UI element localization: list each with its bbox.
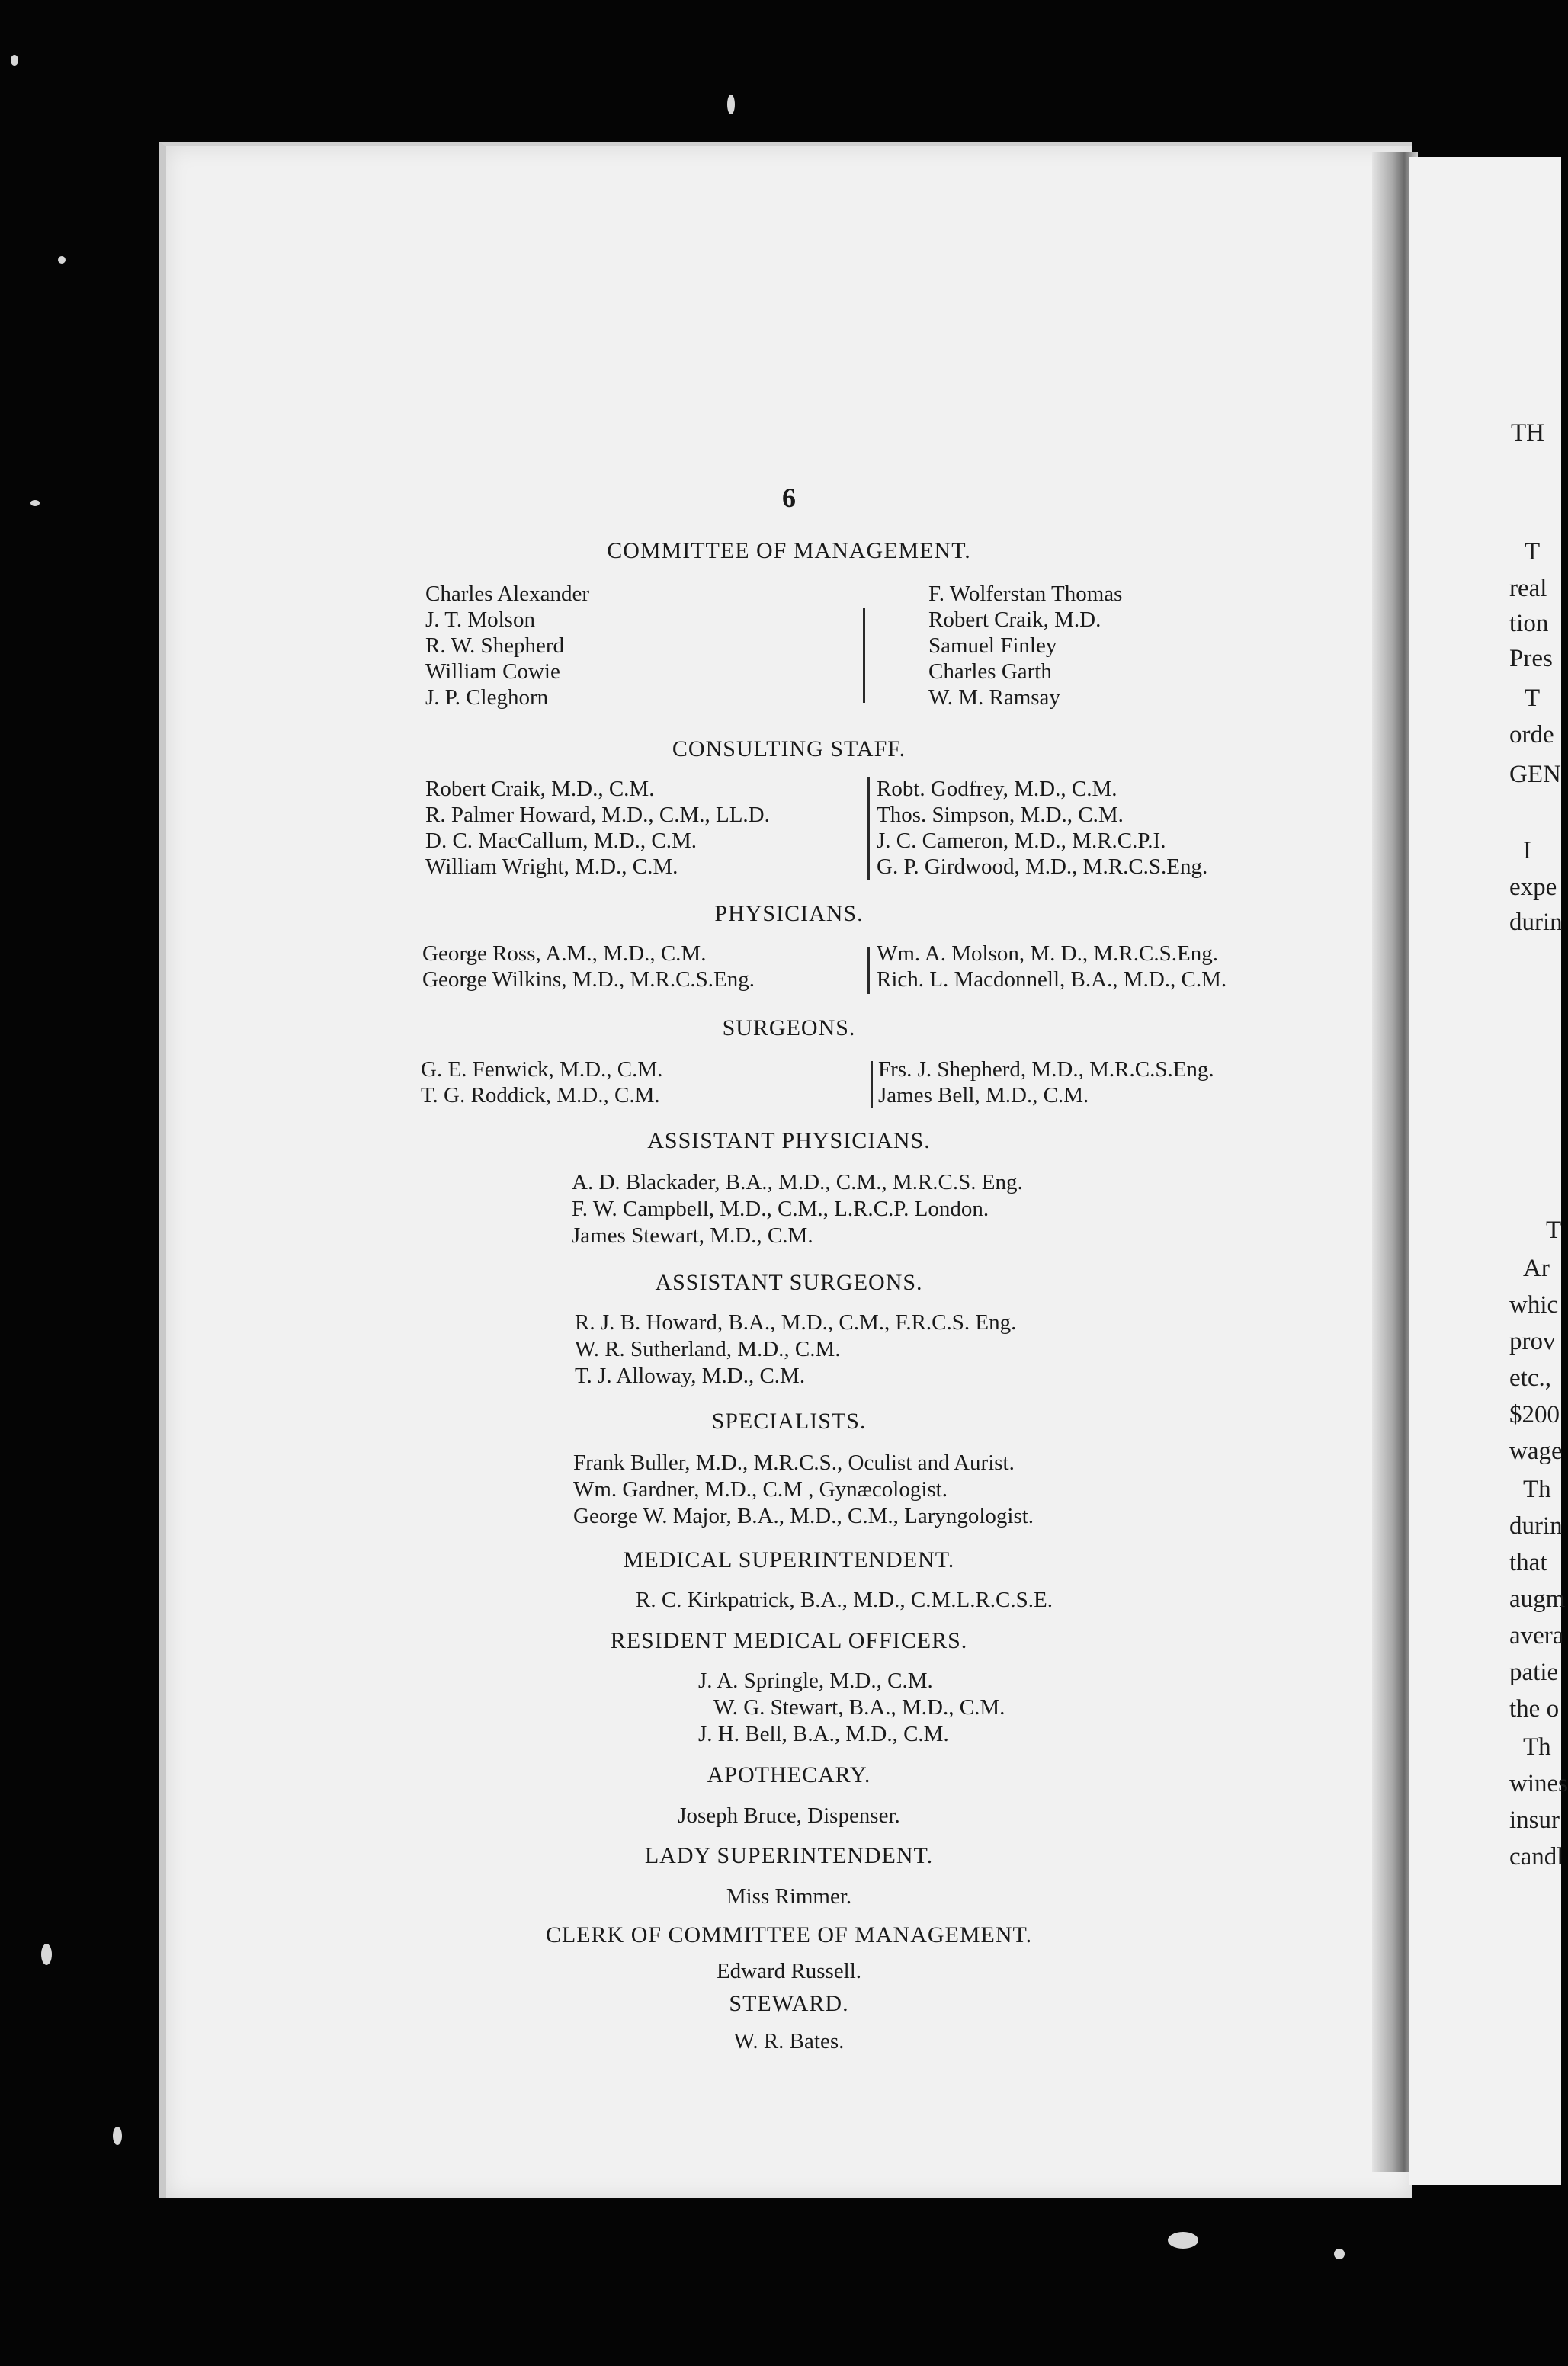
right-page-text: expe [1509,874,1557,901]
specialist: Frank Buller, M.D., M.R.C.S., Oculist and Aurist. [573,1451,1015,1475]
committee-member: W. M. Ramsay [928,685,1060,710]
right-page-text: Pres [1509,645,1553,672]
right-page-text: prov [1509,1328,1556,1355]
right-page-text: T [1525,538,1541,566]
lady-superintendent-heading: LADY SUPERINTENDENT. [644,1843,934,1868]
physicians-heading: PHYSICIANS. [714,901,864,926]
consulting-left-column [425,776,770,880]
right-page-text: Th [1523,1733,1551,1761]
surgeons-left-column [421,1056,662,1108]
specialists-list [573,1450,1034,1530]
medical-superintendent-heading: MEDICAL SUPERINTENDENT. [623,1547,955,1573]
committee-member: R. W. Shepherd [425,633,565,658]
committee-member: William Cowie [425,659,560,684]
staff-member: William Wright, M.D., C.M. [425,854,678,879]
consulting-heading: CONSULTING STAFF. [672,736,906,761]
clerk-heading: CLERK OF COMMITTEE OF MANAGEMENT. [545,1922,1033,1948]
right-page-text: I [1523,837,1531,864]
right-page-text: T [1525,684,1541,712]
scan-speck [58,256,66,264]
surgeons-heading: SURGEONS. [722,1015,856,1040]
steward-name: W. R. Bates. [733,2029,845,2053]
committee-member: J. P. Cleghorn [425,685,549,710]
right-page-text: etc., [1509,1364,1551,1392]
physicians-right-column [877,941,1227,992]
right-page-text: durin [1509,1512,1563,1540]
apothecary-name: Joseph Bruce, Dispenser. [678,1803,900,1828]
consulting-columns [425,776,1447,883]
scan-speck [1334,2249,1345,2259]
right-page-text: durin [1509,909,1563,936]
specialist: Wm. Gardner, M.D., C.M , Gynæcologist. [573,1477,948,1502]
committee-member: F. Wolferstan Thomas [928,582,1123,606]
committee-member: Charles Garth [928,659,1052,684]
assistant-physician: James Stewart, M.D., C.M. [572,1223,813,1248]
scan-speck [727,95,735,114]
right-page-text: augm [1509,1585,1566,1613]
page-number: 6 [782,482,796,513]
column-divider [867,777,870,880]
resident-officers-heading: RESIDENT MEDICAL OFFICERS. [610,1628,968,1653]
column-divider [863,608,865,703]
scan-speck [11,55,18,66]
committee-member: Charles Alexander [425,582,590,606]
right-page-text: T [1546,1217,1562,1244]
physician: George Ross, A.M., M.D., C.M. [422,941,707,966]
surgeon: T. G. Roddick, M.D., C.M. [421,1083,660,1108]
right-page-text: GEN [1509,761,1561,788]
apothecary-heading: APOTHECARY. [707,1762,871,1787]
right-page-text: tion [1509,610,1549,637]
assistant-surgeons-list [575,1310,1016,1390]
staff-member: R. Palmer Howard, M.D., C.M., LL.D. [425,803,770,827]
resident-officers-list [698,1668,1005,1748]
right-page-text: candl [1509,1843,1564,1871]
lady-superintendent-name: Miss Rimmer. [726,1884,852,1909]
committee-member: Samuel Finley [928,633,1057,658]
scan-speck [30,500,40,506]
physician: Wm. A. Molson, M. D., M.R.C.S.Eng. [877,941,1218,966]
right-page-text: insur [1509,1807,1560,1834]
medical-superintendent: R. C. Kirkpatrick, B.A., M.D., C.M.L.R.C.S.E. [636,1588,1053,1612]
resident-officer: J. A. Springle, M.D., C.M. [698,1669,933,1693]
staff-member: G. P. Girdwood, M.D., M.R.C.S.Eng. [877,854,1208,879]
right-page-fragment [1409,157,1568,2185]
staff-member: Thos. Simpson, M.D., C.M. [877,803,1124,827]
staff-member: J. C. Cameron, M.D., M.R.C.P.I. [877,829,1166,853]
physician: Rich. L. Macdonnell, B.A., M.D., C.M. [877,967,1227,992]
right-page-text: Ar [1523,1255,1550,1282]
column-divider [867,947,870,994]
assistant-physician: A. D. Blackader, B.A., M.D., C.M., M.R.C.S. Eng. [572,1170,1023,1194]
right-page-text: wines [1509,1770,1568,1797]
committee-member: J. T. Molson [425,608,535,632]
assistant-surgeons-heading: ASSISTANT SURGEONS. [655,1270,923,1295]
right-page-text: $200 [1509,1401,1560,1428]
right-page-text: wage [1509,1438,1563,1465]
resident-officer: J. H. Bell, B.A., M.D., C.M. [698,1722,949,1746]
surgeons-right-column [878,1056,1214,1108]
specialist: George W. Major, B.A., M.D., C.M., Laryngologist. [573,1504,1034,1528]
surgeon: James Bell, M.D., C.M. [878,1083,1089,1108]
right-page-text: TH [1511,419,1544,447]
staff-member: Robt. Godfrey, M.D., C.M. [877,777,1117,801]
steward-heading: STEWARD. [729,1991,849,2016]
assistant-surgeon: R. J. B. Howard, B.A., M.D., C.M., F.R.C.S. Eng. [575,1310,1017,1335]
medical-superintendent-list [636,1587,1053,1614]
right-page-text: whic [1509,1291,1559,1319]
consulting-right-column [877,776,1207,880]
committee-columns [425,581,1416,718]
staff-member: Robert Craik, M.D., C.M. [425,777,655,801]
right-page-text: avera [1509,1622,1564,1649]
scan-speck [1168,2232,1198,2249]
committee-right-column [928,581,1122,710]
scan-speck [41,1944,52,1965]
committee-member: Robert Craik, M.D. [928,608,1101,632]
right-page-text: that [1509,1549,1547,1576]
assistant-physicians-list [572,1169,1023,1249]
assistant-physicians-heading: ASSISTANT PHYSICIANS. [647,1128,931,1153]
specialists-heading: SPECIALISTS. [711,1409,867,1434]
physicians-left-column [422,941,755,992]
assistant-surgeon: W. R. Sutherland, M.D., C.M. [575,1337,841,1361]
physician: George Wilkins, M.D., M.R.C.S.Eng. [422,967,755,992]
column-divider [871,1061,873,1108]
surgeon: G. E. Fenwick, M.D., C.M. [421,1057,663,1082]
right-page-text: the o [1509,1695,1560,1723]
assistant-surgeon: T. J. Alloway, M.D., C.M. [575,1364,806,1388]
scan-speck [113,2127,122,2145]
assistant-physician: F. W. Campbell, M.D., C.M., L.R.C.P. London. [572,1197,989,1221]
right-page-text: Th [1523,1476,1551,1503]
right-page-text: orde [1509,721,1554,749]
clerk-name: Edward Russell. [716,1959,862,1983]
surgeons-columns [421,1056,1450,1110]
physicians-columns [422,941,1451,994]
committee-left-column [425,581,589,710]
resident-officer: W. G. Stewart, B.A., M.D., C.M. [713,1695,1005,1720]
left-page [159,142,1412,2198]
surgeon: Frs. J. Shepherd, M.D., M.R.C.S.Eng. [878,1057,1214,1082]
staff-member: D. C. MacCallum, M.D., C.M. [425,829,697,853]
right-page-text: patie [1509,1659,1559,1686]
committee-heading: COMMITTEE OF MANAGEMENT. [607,538,971,563]
right-page-text: real [1509,575,1547,602]
